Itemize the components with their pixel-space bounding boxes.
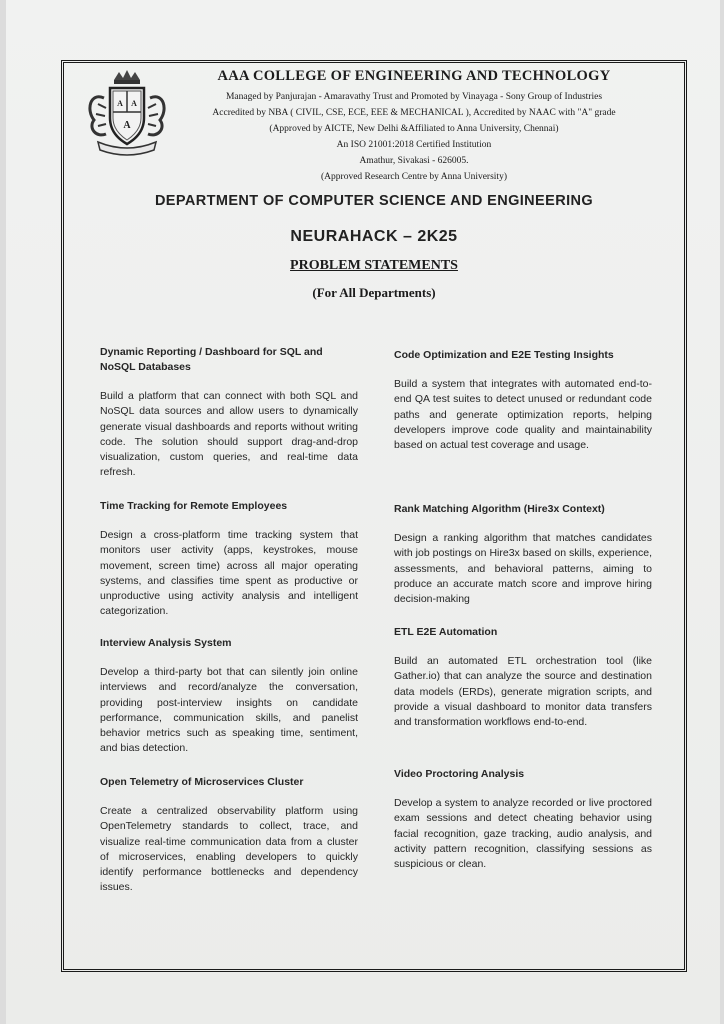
- header-line-accreditation: Accredited by NBA ( CIVIL, CSE, ECE, EEE & MECHANICAL ), Accredited by NAAC with "A" grade: [212, 108, 616, 118]
- problem-item: [100, 499, 358, 620]
- document-page: [6, 0, 720, 1024]
- header-line-research: (Approved Research Centre by Anna University): [321, 172, 507, 182]
- problem-description: Develop a third-party bot that can silently join online interviews and record/analyze the conversation, providing post-interview insights on candidate performance, communication skills, and panelist behavior metrics such as speaking time, sentiment, and bias detection.: [100, 666, 358, 755]
- header-line-address: Amathur, Sivakasi - 626005.: [359, 156, 469, 166]
- problem-item: [100, 775, 358, 896]
- problem-item: [394, 767, 652, 872]
- college-header: [176, 68, 652, 185]
- header-line-iso: An ISO 21001:2018 Certified Institution: [336, 140, 492, 150]
- college-crest-logo: [84, 68, 170, 156]
- svg-text:A: A: [123, 120, 131, 131]
- problem-description: Develop a system to analyze recorded or live proctored exam sessions and detect cheating behavior using facial recognition, gaze tracking, audio analysis, and activity pattern recognition, classifying sessions as suspicious or clean.: [394, 797, 652, 871]
- section-title: PROBLEM STATEMENTS: [290, 258, 458, 273]
- event-title: NEURAHACK – 2K25: [290, 228, 458, 245]
- problem-item: [394, 625, 652, 730]
- problem-title: Open Telemetry of Microservices Cluster: [100, 776, 304, 788]
- problem-description: Build a platform that can connect with both SQL and NoSQL data sources and allow users to dynamically generate visual dashboards and reports without writing code. The solution should support drag-and-drop visualization, custom queries, and real-time data refresh.: [100, 390, 358, 479]
- problem-title: ETL E2E Automation: [394, 626, 498, 638]
- department-title: DEPARTMENT OF COMPUTER SCIENCE AND ENGINEERING: [154, 193, 594, 209]
- problem-item: [100, 345, 358, 481]
- problem-title: Rank Matching Algorithm (Hire3x Context): [394, 503, 605, 515]
- problem-description: Build a system that integrates with automated end-to-end QA test suites to detect unused or redundant code paths and generate optimization reports, helping developers improve code quality and maintainability based on actual test coverage and usage.: [394, 378, 652, 452]
- problem-description: Create a centralized observability platform using OpenTelemetry standards to collect, trace, and visualize real-time communication data from a cluster of microservices, enabling developers to quickly identify performance bottlenecks and dependency issues.: [100, 805, 358, 894]
- header-line-approval: (Approved by AICTE, New Delhi &Affiliated to Anna University, Chennai): [269, 124, 559, 134]
- problem-item: [394, 348, 652, 453]
- college-name: AAA COLLEGE OF ENGINEERING AND TECHNOLOGY: [217, 68, 611, 84]
- problem-title: Code Optimization and E2E Testing Insights: [394, 349, 614, 361]
- section-subtitle: (For All Departments): [312, 285, 436, 300]
- problem-description: Design a cross-platform time tracking system that monitors user activity (apps, keystrokes, mouse movement, screen time) across all major operating systems, and classifies time spent as productive or unproductive using activity analysis and intelligent categorization.: [100, 529, 358, 618]
- problem-title: Dynamic Reporting / Dashboard for SQL and NoSQL Databases: [100, 346, 323, 373]
- problem-description: Design a ranking algorithm that matches candidates with job postings on Hire3x based on skills, experience, assessments, and behavioral patterns, aiming to produce an accurate match score and improve hiring decision-making: [394, 532, 652, 606]
- problem-item: [100, 636, 358, 757]
- svg-text:A: A: [131, 99, 137, 108]
- problem-title: Video Proctoring Analysis: [394, 768, 525, 780]
- problem-title: Interview Analysis System: [100, 637, 232, 649]
- problem-title: Time Tracking for Remote Employees: [100, 500, 288, 512]
- problem-item: [394, 502, 652, 607]
- svg-text:A: A: [117, 99, 123, 108]
- problem-description: Build an automated ETL orchestration tool (like Gather.io) that can analyze the source and destination data models (ERDs), generate migration scripts, and provide a visual dashboard to monitor data transfers and transformation workflows end-to-end.: [394, 655, 652, 729]
- header-line-management: Managed by Panjurajan - Amaravathy Trust and Promoted by Vinayaga - Sony Group of Industries: [225, 92, 603, 102]
